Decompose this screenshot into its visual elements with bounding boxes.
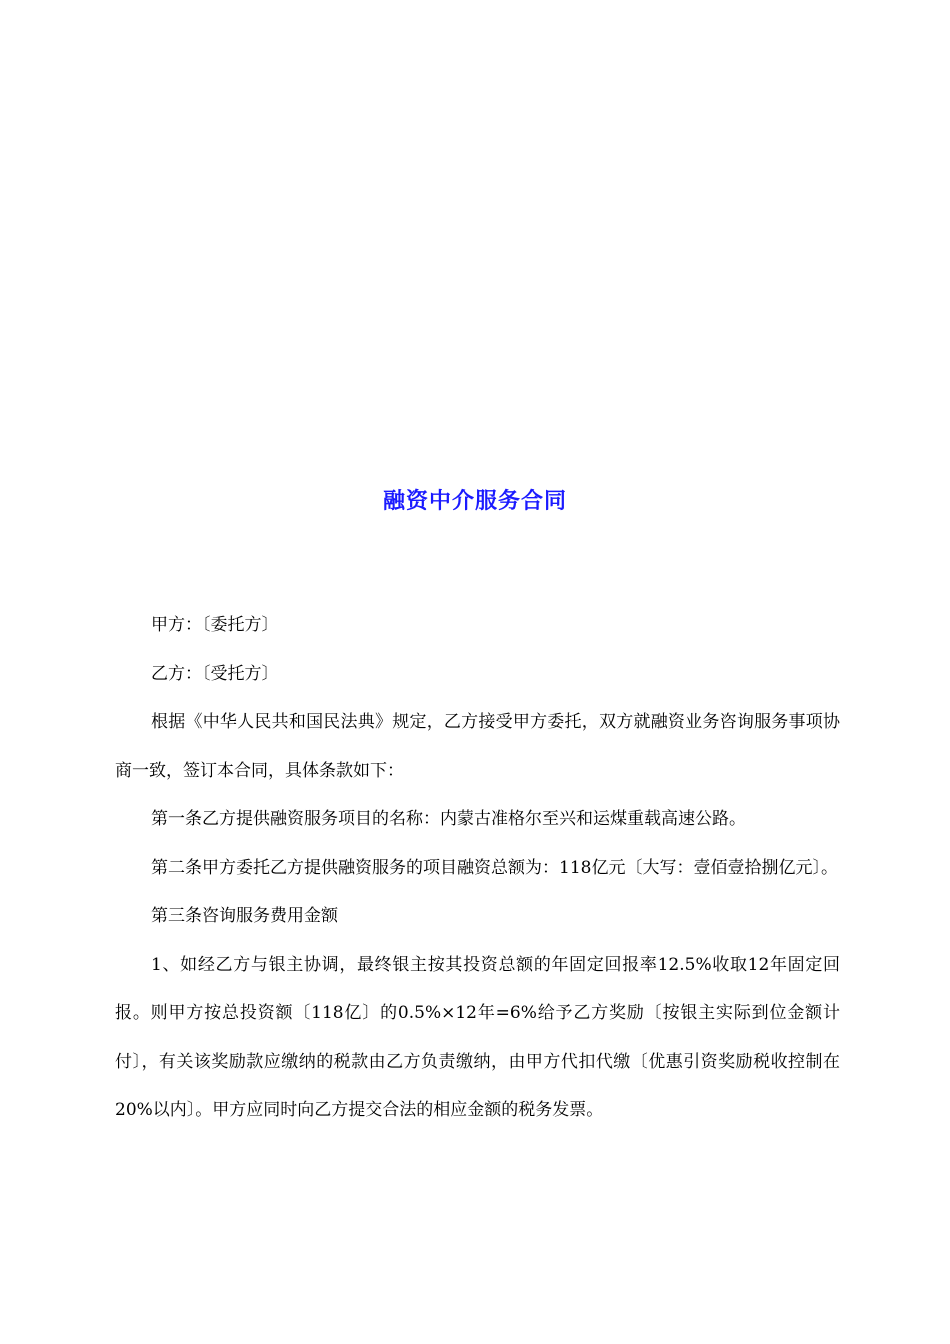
article-2-paragraph: 第二条甲方委托乙方提供融资服务的项目融资总额为：118亿元〔大写：壹佰壹拾捌亿元〕。 — [151, 857, 838, 878]
preamble-paragraph: 根据《中华人民共和国民法典》规定，乙方接受甲方委托，双方就融资业务咨询服务事项协商一致，签订本合同，具体条款如下： — [115, 712, 840, 781]
article-3-clause-1: 1、如经乙方与银主协调，最终银主按其投资总额的年固定回报率12.5%收取12年固定回报。则甲方按总投资额〔118亿〕的0.5%×12年=6%给予乙方奖励〔按银主实际到位金额计付〕，有关该奖励款应缴纳的税款由乙方负责缴纳，由甲方代扣代缴〔优惠引资奖励税收控制在20%以内〕。甲方应同时向乙方提交合法的相应金额的税务发票。 — [115, 954, 840, 1120]
party-a-line: 甲方：〔委托方〕 — [151, 615, 279, 635]
article-3-heading: 第三条咨询服务费用金额 — [151, 906, 338, 926]
article-1-paragraph: 第一条乙方提供融资服务项目的名称：内蒙古准格尔至兴和运煤重载高速公路。 — [151, 809, 746, 829]
document-title: 融资中介服务合同 — [382, 489, 567, 514]
document-body — [115, 601, 840, 1135]
party-b-line: 乙方：〔受托方〕 — [151, 663, 279, 684]
